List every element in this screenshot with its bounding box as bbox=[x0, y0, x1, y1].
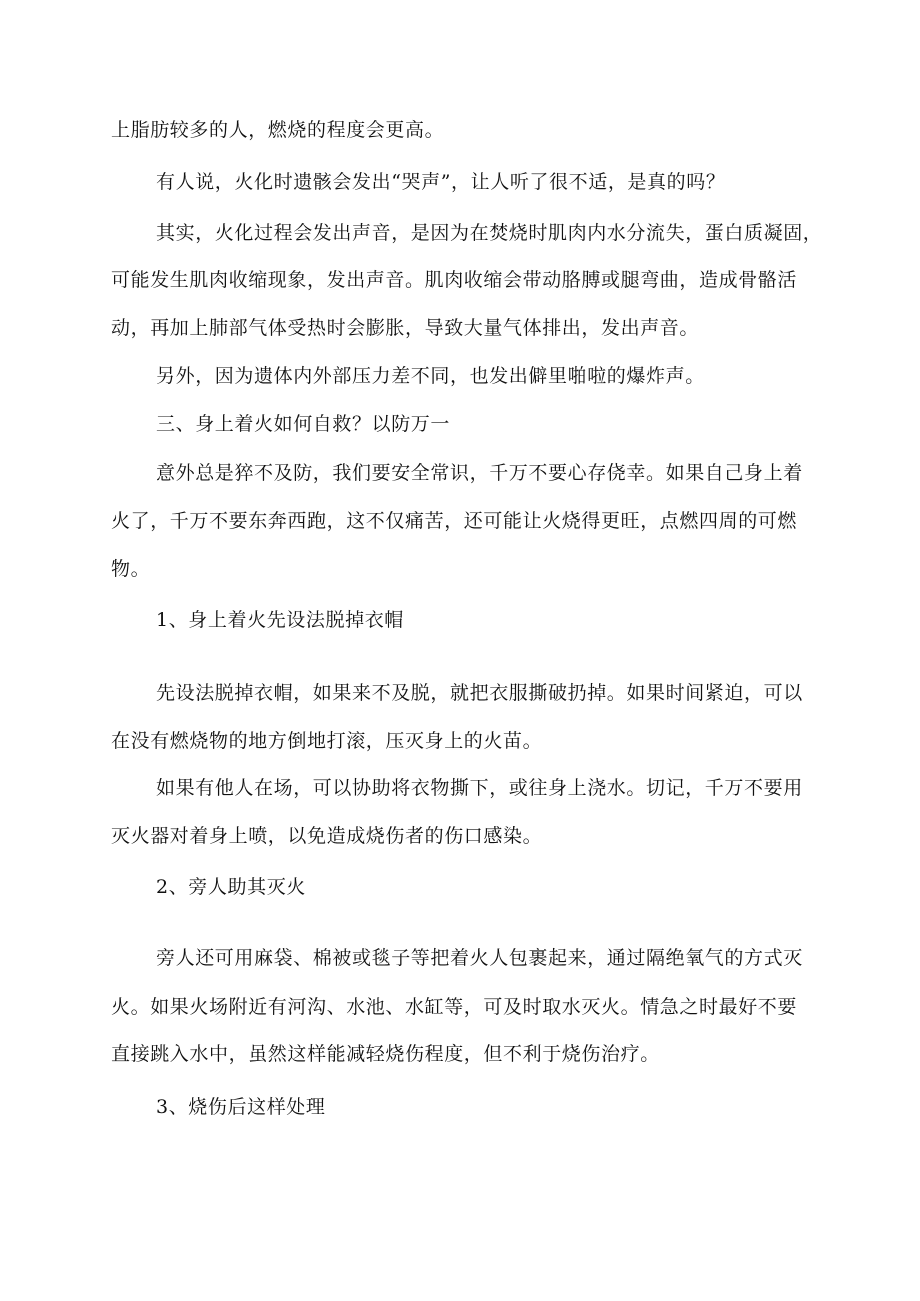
body-text-line: 其实，火化过程会发出声音，是因为在焚烧时肌肉内水分流失，蛋白质凝固， bbox=[156, 222, 823, 244]
body-text-line: 动，再加上肺部气体受热时会膨胀，导致大量气体排出，发出声音。 bbox=[111, 317, 700, 339]
question-line: 有人说，火化时遗骸会发出“哭声”，让人听了很不适，是真的吗？ bbox=[156, 171, 726, 193]
body-text-line: 意外总是猝不及防，我们要安全常识，千万不要心存侥幸。如果自己身上着 bbox=[156, 462, 803, 484]
body-text-line: 先设法脱掉衣帽，如果来不及脱，就把衣服撕破扔掉。如果时间紧迫，可以 bbox=[156, 682, 803, 704]
body-text-line: 在没有燃烧物的地方倒地打滚，压灭身上的火苗。 bbox=[111, 730, 543, 752]
body-text-line: 火。如果火场附近有河沟、水池、水缸等，可及时取水灭火。情急之时最好不要 bbox=[111, 996, 798, 1018]
body-text-line: 如果有他人在场，可以协助将衣物撕下，或往身上浇水。切记，千万不要用 bbox=[156, 777, 803, 799]
body-text-line: 火了，千万不要东奔西跑，这不仅痛苦，还可能让火烧得更旺，点燃四周的可燃 bbox=[111, 510, 798, 532]
body-text-line: 灭火器对着身上喷，以免造成烧伤者的伤口感染。 bbox=[111, 825, 543, 847]
body-text-line: 另外，因为遗体内外部压力差不同，也发出僻里啪啦的爆炸声。 bbox=[156, 365, 705, 387]
section-heading: 三、身上着火如何自救？以防万一 bbox=[156, 413, 451, 435]
subsection-heading: 2、旁人助其灭火 bbox=[156, 876, 306, 898]
subsection-heading: 3、烧伤后这样处理 bbox=[156, 1096, 326, 1118]
subsection-heading: 1、身上着火先设法脱掉衣帽 bbox=[156, 609, 404, 631]
body-text-line: 上脂肪较多的人，燃烧的程度会更高。 bbox=[111, 119, 445, 141]
body-text-line: 可能发生肌肉收缩现象，发出声音。肌肉收缩会带动胳膊或腿弯曲，造成骨骼活 bbox=[111, 269, 798, 291]
body-text-line: 物。 bbox=[111, 558, 151, 580]
body-text-line: 旁人还可用麻袋、棉被或毯子等把着火人包裹起来，通过隔绝氧气的方式灭 bbox=[156, 947, 803, 969]
body-text-line: 直接跳入水中，虽然这样能减轻烧伤程度，但不利于烧伤治疗。 bbox=[111, 1043, 660, 1065]
